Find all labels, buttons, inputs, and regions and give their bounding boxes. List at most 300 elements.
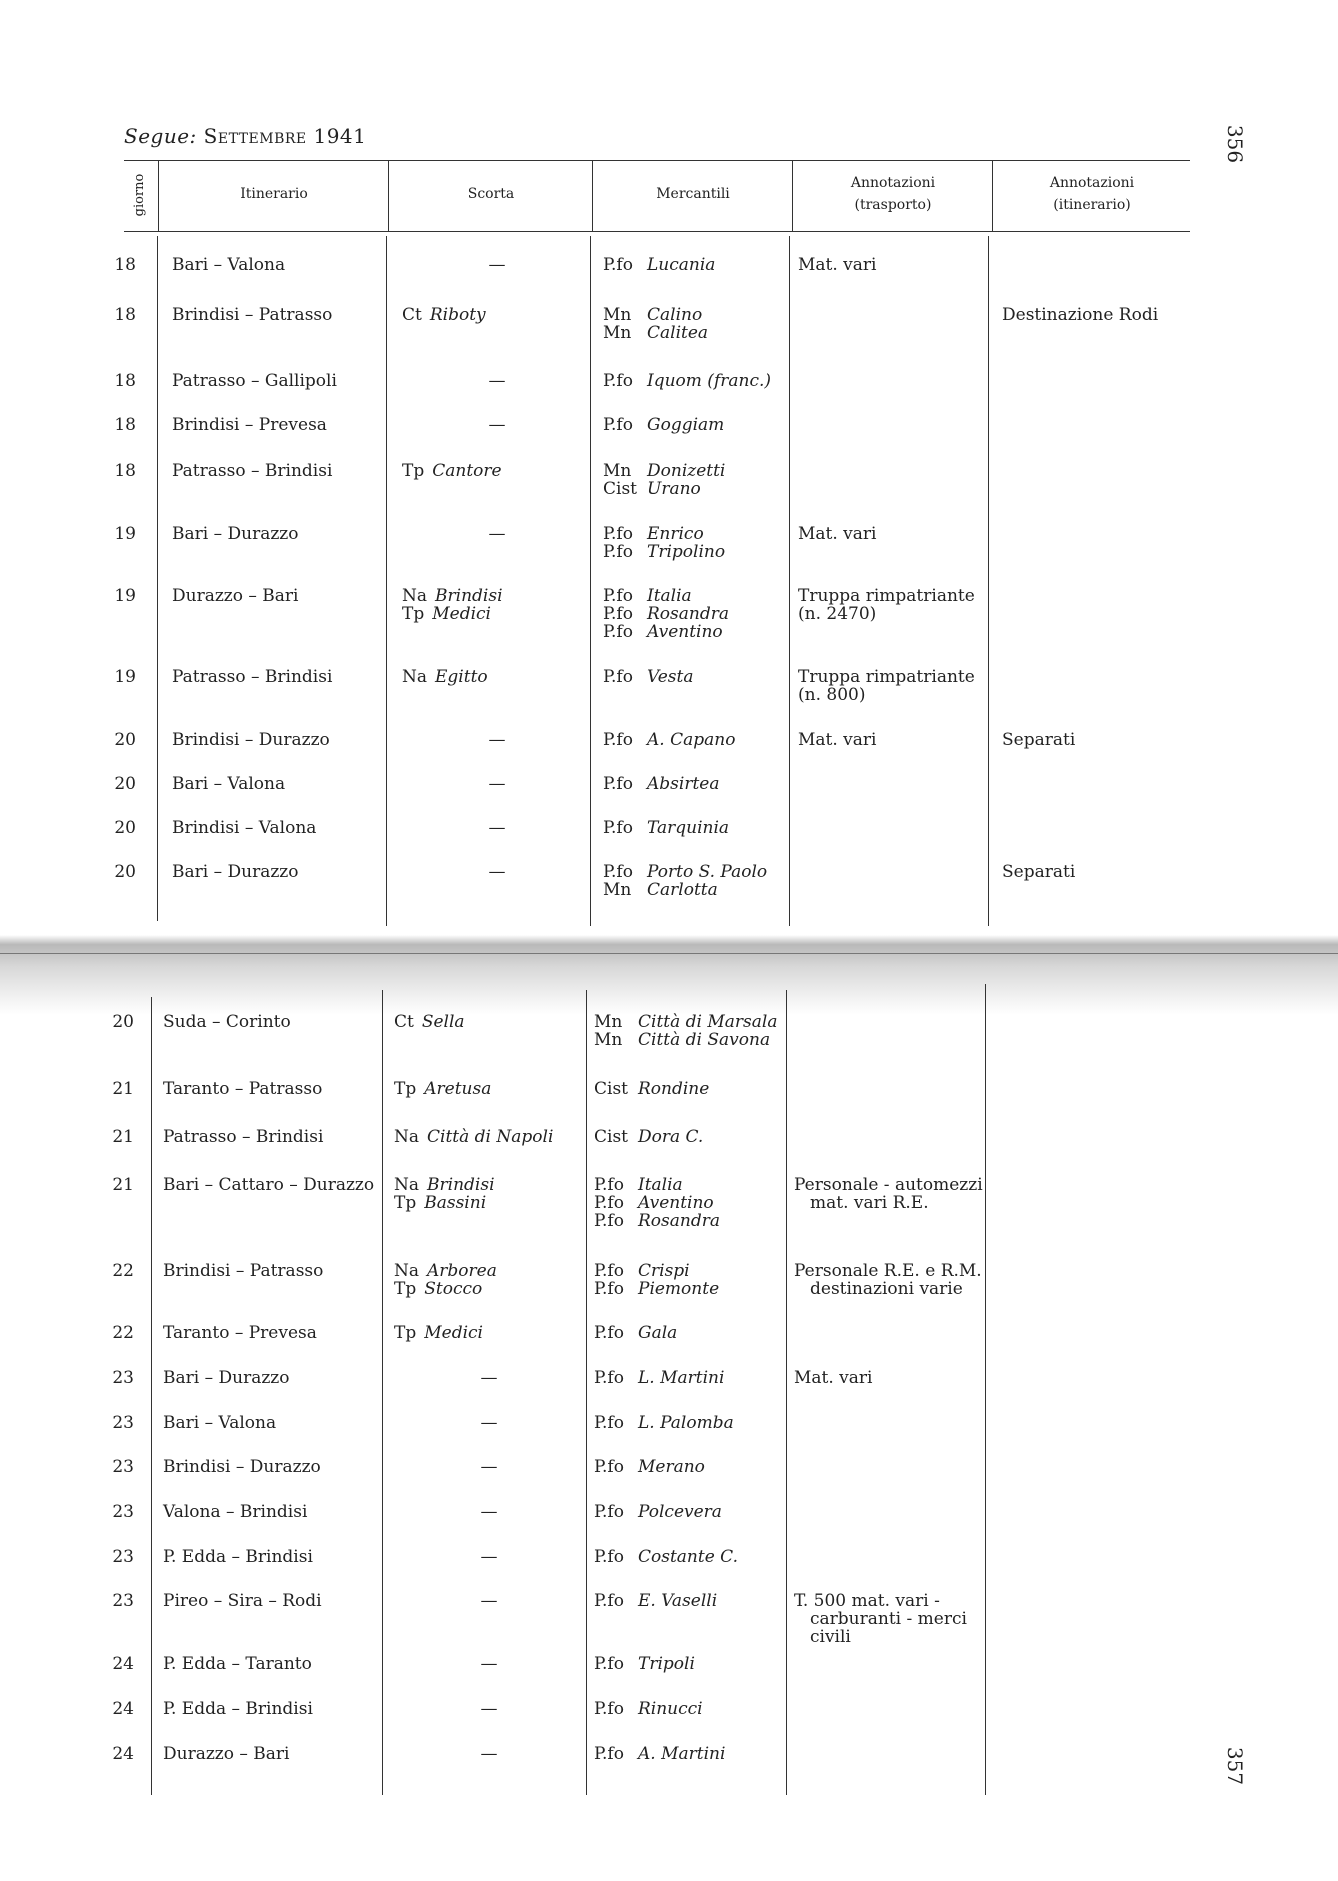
ship-name: Italia — [638, 1175, 683, 1195]
ship-name: Calino — [647, 305, 703, 325]
cell-escort — [478, 1700, 500, 1718]
cell-escort — [394, 1176, 495, 1212]
escort-type: Tp — [402, 604, 425, 624]
cell-merchant — [594, 1548, 738, 1566]
ship-type: P.fo — [603, 542, 633, 562]
ship-type: P.fo — [594, 1591, 624, 1611]
cell-merchant — [594, 1176, 720, 1230]
page-number-bottom: 357 — [1223, 1746, 1248, 1786]
cell-day: 23 — [112, 1457, 134, 1477]
cell-notes-itinerary — [1002, 306, 1158, 324]
escort-name: Stocco — [424, 1279, 483, 1299]
cell-day: 19 — [114, 586, 136, 606]
no-escort-dash: — — [480, 1591, 498, 1611]
cell-day: 23 — [112, 1547, 134, 1567]
no-escort-dash: — — [480, 1547, 498, 1567]
no-escort-dash: — — [480, 1457, 498, 1477]
cell-itinerary: Durazzo – Bari — [163, 1744, 290, 1764]
col-header-day: giorno — [132, 173, 147, 217]
heading-month: Settembre — [203, 124, 307, 148]
column-divider — [988, 236, 989, 926]
cell-day: 19 — [114, 667, 136, 687]
merchant-line — [603, 623, 729, 641]
merchant-line — [603, 605, 729, 623]
ship-name: Tarquinia — [647, 818, 730, 838]
cell-merchant — [594, 1414, 734, 1432]
merchant-line — [603, 819, 729, 837]
merchant-line — [594, 1414, 734, 1432]
cell-escort — [486, 863, 508, 881]
escort-line — [402, 462, 502, 480]
ship-type: P.fo — [603, 604, 633, 624]
ship-type: P.fo — [603, 415, 633, 435]
ship-name: Goggiam — [647, 415, 725, 435]
cell-merchant — [594, 1013, 777, 1049]
escort-line — [402, 605, 503, 623]
merchant-line — [603, 881, 767, 899]
cell-day: 23 — [112, 1502, 134, 1522]
ship-type: P.fo — [594, 1261, 624, 1281]
notes-transport-line: Truppa rimpatriante — [798, 586, 975, 606]
merchant-line — [594, 1548, 738, 1566]
ship-type: P.fo — [603, 774, 633, 794]
ship-name: Rinucci — [638, 1699, 703, 1719]
cell-day: 18 — [114, 305, 136, 325]
cell-merchant — [594, 1128, 703, 1146]
merchant-line — [603, 306, 708, 324]
cell-notes-transport — [794, 1176, 983, 1212]
cell-itinerary: P. Edda – Taranto — [163, 1654, 312, 1674]
ship-type: Cist — [594, 1079, 628, 1099]
page-fold-line — [0, 953, 1338, 954]
ship-name: Carlotta — [647, 880, 718, 900]
ship-name: Dora C. — [638, 1127, 704, 1147]
cell-escort — [486, 775, 508, 793]
cell-escort — [486, 372, 508, 390]
cell-day: 21 — [112, 1127, 134, 1147]
escort-line — [394, 1262, 497, 1280]
cell-day: 23 — [112, 1368, 134, 1388]
merchant-line — [594, 1013, 777, 1031]
cell-itinerary: Brindisi – Durazzo — [172, 730, 330, 750]
notes-itinerary-line: Destinazione Rodi — [1002, 305, 1159, 325]
escort-name: Città di Napoli — [427, 1127, 554, 1147]
notes-transport-line: carburanti - merci — [810, 1609, 967, 1629]
escort-line — [394, 1194, 495, 1212]
ship-type: Mn — [594, 1030, 623, 1050]
escort-name: Arborea — [427, 1261, 497, 1281]
col-header-merchant: Mercantili — [656, 186, 730, 202]
merchant-line — [594, 1324, 677, 1342]
header-divider — [992, 160, 993, 231]
ship-type: P.fo — [594, 1654, 624, 1674]
notes-transport-line: (n. 800) — [798, 685, 866, 705]
merchant-line — [603, 324, 708, 342]
ship-name: Urano — [647, 479, 701, 499]
ship-type: P.fo — [603, 862, 633, 882]
ship-name: Rondine — [638, 1079, 710, 1099]
cell-itinerary: Durazzo – Bari — [172, 586, 299, 606]
cell-day: 24 — [112, 1654, 134, 1674]
ship-name: Polcevera — [638, 1502, 722, 1522]
escort-type: Tp — [402, 461, 425, 481]
ship-type: Mn — [603, 880, 632, 900]
cell-day: 20 — [114, 862, 136, 882]
cell-escort — [486, 416, 508, 434]
page-heading — [124, 124, 366, 148]
escort-line — [394, 1176, 495, 1194]
notes-itinerary-line: Separati — [1002, 862, 1076, 882]
cell-notes-itinerary — [1002, 863, 1075, 881]
cell-day: 20 — [114, 730, 136, 750]
cell-escort — [478, 1548, 500, 1566]
cell-itinerary: P. Edda – Brindisi — [163, 1699, 313, 1719]
ship-name: Tripolino — [647, 542, 726, 562]
ship-type: P.fo — [603, 622, 633, 642]
merchant-line — [603, 462, 725, 480]
cell-itinerary: P. Edda – Brindisi — [163, 1547, 313, 1567]
col-header-notes-transport — [794, 172, 992, 216]
ship-type: Mn — [603, 305, 632, 325]
no-escort-dash: — — [488, 730, 506, 750]
no-escort-dash: — — [488, 818, 506, 838]
cell-day: 20 — [114, 774, 136, 794]
escort-line — [394, 1280, 497, 1298]
cell-day: 21 — [112, 1175, 134, 1195]
cell-merchant — [594, 1324, 677, 1342]
cell-notes-transport — [794, 1369, 872, 1387]
ship-name: Città di Marsala — [638, 1012, 778, 1032]
escort-type: Tp — [394, 1323, 417, 1343]
ship-name: Crispi — [638, 1261, 690, 1281]
ship-type: P.fo — [594, 1547, 624, 1567]
cell-escort — [402, 462, 502, 480]
cell-itinerary: Brindisi – Patrasso — [172, 305, 333, 325]
cell-itinerary: Brindisi – Patrasso — [163, 1261, 324, 1281]
escort-name: Aretusa — [424, 1079, 492, 1099]
merchant-line — [594, 1194, 720, 1212]
merchant-line — [594, 1369, 724, 1387]
cell-merchant — [603, 256, 715, 274]
cell-itinerary: Bari – Durazzo — [172, 524, 299, 544]
ship-type: P.fo — [603, 586, 633, 606]
no-escort-dash: — — [480, 1413, 498, 1433]
notes-transport-line: destinazioni varie — [810, 1279, 963, 1299]
notes-transport-line: Mat. vari — [798, 524, 877, 544]
escort-name: Brindisi — [435, 586, 503, 606]
cell-day: 18 — [114, 255, 136, 275]
notes-itinerary-line: Separati — [1002, 730, 1076, 750]
ship-type: P.fo — [603, 371, 633, 391]
col-header-notes-itinerary-1: Annotazioni — [1049, 175, 1135, 191]
merchant-line — [603, 480, 725, 498]
notes-transport-line: T. 500 mat. vari - — [794, 1591, 940, 1611]
cell-merchant — [603, 587, 729, 641]
no-escort-dash: — — [488, 774, 506, 794]
notes-transport-line: (n. 2470) — [798, 604, 877, 624]
no-escort-dash: — — [488, 862, 506, 882]
cell-itinerary: Patrasso – Brindisi — [172, 667, 333, 687]
cell-day: 22 — [112, 1261, 134, 1281]
ship-name: L. Martini — [638, 1368, 725, 1388]
cell-escort — [478, 1655, 500, 1673]
column-divider — [586, 990, 587, 1795]
escort-type: Na — [402, 586, 428, 606]
cell-day: 19 — [114, 524, 136, 544]
cell-escort — [394, 1080, 491, 1098]
ship-name: Enrico — [647, 524, 704, 544]
header-divider — [158, 160, 159, 231]
merchant-line — [594, 1745, 725, 1763]
cell-day: 23 — [112, 1413, 134, 1433]
escort-name: Brindisi — [427, 1175, 495, 1195]
cell-day: 23 — [112, 1591, 134, 1611]
cell-day: 24 — [112, 1744, 134, 1764]
ship-type: P.fo — [594, 1368, 624, 1388]
escort-type: Na — [402, 667, 428, 687]
cell-day: 21 — [112, 1079, 134, 1099]
cell-itinerary: Pireo – Sira – Rodi — [163, 1591, 322, 1611]
escort-type: Tp — [394, 1079, 417, 1099]
no-escort-dash: — — [480, 1368, 498, 1388]
cell-merchant — [603, 416, 724, 434]
ship-type: P.fo — [594, 1744, 624, 1764]
ship-name: Aventino — [638, 1193, 714, 1213]
notes-transport-line: Mat. vari — [798, 255, 877, 275]
cell-notes-transport — [798, 525, 876, 543]
cell-itinerary: Valona – Brindisi — [163, 1502, 308, 1522]
ship-type: P.fo — [603, 524, 633, 544]
cell-escort — [478, 1592, 500, 1610]
notes-transport-line: Personale R.E. e R.M. — [794, 1261, 982, 1281]
no-escort-dash: — — [480, 1744, 498, 1764]
cell-day: 20 — [112, 1012, 134, 1032]
escort-line — [394, 1324, 483, 1342]
ship-name: A. Capano — [647, 730, 736, 750]
notes-transport-line: civili — [810, 1627, 851, 1647]
header-divider — [388, 160, 389, 231]
merchant-line — [603, 863, 767, 881]
cell-itinerary: Bari – Cattaro – Durazzo — [163, 1175, 375, 1195]
escort-line — [394, 1013, 465, 1031]
cell-merchant — [594, 1458, 705, 1476]
ship-type: P.fo — [603, 730, 633, 750]
merchant-line — [603, 416, 724, 434]
cell-merchant — [603, 731, 735, 749]
merchant-line — [603, 731, 735, 749]
cell-notes-transport — [794, 1592, 967, 1646]
ship-type: Mn — [603, 323, 632, 343]
cell-itinerary: Brindisi – Prevesa — [172, 415, 327, 435]
cell-notes-transport — [798, 587, 975, 623]
cell-notes-transport — [798, 256, 876, 274]
merchant-line — [603, 525, 725, 543]
cell-merchant — [594, 1369, 724, 1387]
escort-name: Sella — [421, 1012, 465, 1032]
cell-merchant — [603, 525, 725, 561]
cell-merchant — [603, 863, 767, 899]
ship-type: P.fo — [594, 1413, 624, 1433]
ship-type: P.fo — [594, 1502, 624, 1522]
column-divider — [590, 236, 591, 926]
no-escort-dash: — — [488, 524, 506, 544]
ship-name: Città di Savona — [638, 1030, 771, 1050]
escort-name: Medici — [432, 604, 491, 624]
ship-type: Cist — [603, 479, 637, 499]
cell-merchant — [603, 819, 729, 837]
cell-merchant — [594, 1700, 703, 1718]
cell-merchant — [594, 1592, 717, 1610]
cell-merchant — [603, 668, 693, 686]
escort-type: Tp — [394, 1279, 417, 1299]
cell-escort — [402, 668, 488, 686]
cell-escort — [486, 819, 508, 837]
col-header-notes-itinerary-2: (itinerario) — [1053, 197, 1131, 213]
merchant-line — [594, 1592, 717, 1610]
merchant-line — [603, 372, 771, 390]
ship-name: Iquom (franc.) — [647, 371, 771, 391]
col-header-notes-transport-1: Annotazioni — [850, 175, 936, 191]
cell-escort — [478, 1369, 500, 1387]
merchant-line — [603, 256, 715, 274]
notes-transport-line: Truppa rimpatriante — [798, 667, 975, 687]
cell-itinerary: Patrasso – Brindisi — [163, 1127, 324, 1147]
ship-type: P.fo — [594, 1175, 624, 1195]
ship-name: Costante C. — [638, 1547, 738, 1567]
escort-line — [394, 1128, 553, 1146]
cell-notes-itinerary — [1002, 731, 1075, 749]
cell-itinerary: Patrasso – Brindisi — [172, 461, 333, 481]
no-escort-dash: — — [480, 1699, 498, 1719]
merchant-line — [603, 543, 725, 561]
ship-type: Mn — [603, 461, 632, 481]
escort-type: Na — [394, 1261, 420, 1281]
merchant-line — [594, 1080, 709, 1098]
cell-itinerary: Suda – Corinto — [163, 1012, 291, 1032]
col-header-notes-transport-2: (trasporto) — [854, 197, 932, 213]
ship-type: P.fo — [603, 667, 633, 687]
cell-escort — [486, 525, 508, 543]
escort-name: Medici — [424, 1323, 483, 1343]
merchant-line — [594, 1128, 703, 1146]
cell-itinerary: Taranto – Patrasso — [163, 1079, 323, 1099]
cell-day: 18 — [114, 461, 136, 481]
cell-itinerary: Brindisi – Durazzo — [163, 1457, 321, 1477]
ship-name: Vesta — [647, 667, 694, 687]
escort-name: Egitto — [435, 667, 488, 687]
heading-year: 1941 — [313, 124, 367, 148]
ship-name: Tripoli — [638, 1654, 695, 1674]
merchant-line — [594, 1176, 720, 1194]
column-divider — [789, 236, 790, 926]
merchant-line — [603, 775, 719, 793]
column-divider — [157, 236, 158, 921]
column-divider — [386, 236, 387, 926]
cell-escort — [478, 1745, 500, 1763]
ship-name: Calitea — [647, 323, 709, 343]
notes-transport-line: Personale - automezzi — [794, 1175, 983, 1195]
cell-merchant — [594, 1080, 709, 1098]
ship-type: P.fo — [594, 1699, 624, 1719]
no-escort-dash: — — [488, 415, 506, 435]
ship-type: Cist — [594, 1127, 628, 1147]
cell-notes-transport — [798, 668, 975, 704]
cell-merchant — [603, 372, 771, 390]
escort-type: Na — [394, 1175, 420, 1195]
cell-escort — [394, 1262, 497, 1298]
escort-type: Ct — [402, 305, 422, 325]
escort-line — [402, 306, 486, 324]
cell-merchant — [603, 775, 719, 793]
no-escort-dash: — — [480, 1502, 498, 1522]
merchant-line — [594, 1503, 722, 1521]
cell-itinerary: Patrasso – Gallipoli — [172, 371, 337, 391]
ship-name: Porto S. Paolo — [647, 862, 768, 882]
escort-type: Tp — [394, 1193, 417, 1213]
ship-type: P.fo — [603, 255, 633, 275]
ship-name: Merano — [638, 1457, 705, 1477]
merchant-line — [603, 587, 729, 605]
cell-escort — [394, 1128, 553, 1146]
merchant-line — [594, 1458, 705, 1476]
escort-name: Bassini — [424, 1193, 487, 1213]
escort-line — [394, 1080, 491, 1098]
merchant-line — [594, 1262, 719, 1280]
cell-merchant — [594, 1745, 725, 1763]
cell-merchant — [594, 1262, 719, 1298]
escort-name: Cantore — [432, 461, 502, 481]
column-divider — [786, 990, 787, 1795]
cell-escort — [402, 587, 503, 623]
ship-name: Aventino — [647, 622, 723, 642]
ship-name: Piemonte — [638, 1279, 720, 1299]
cell-escort — [478, 1503, 500, 1521]
ship-name: E. Vaselli — [638, 1591, 718, 1611]
ship-name: Lucania — [647, 255, 716, 275]
merchant-line — [594, 1280, 719, 1298]
notes-transport-line: mat. vari R.E. — [810, 1193, 929, 1213]
cell-escort — [486, 731, 508, 749]
cell-day: 18 — [114, 371, 136, 391]
cell-escort — [394, 1324, 483, 1342]
header-divider — [792, 160, 793, 231]
page-fold-shadow — [0, 935, 1338, 1015]
ship-name: Absirtea — [647, 774, 720, 794]
no-escort-dash: — — [488, 371, 506, 391]
col-header-escort: Scorta — [467, 186, 515, 202]
escort-line — [402, 587, 503, 605]
header-divider — [592, 160, 593, 231]
ship-name: Italia — [647, 586, 692, 606]
heading-prefix: Segue: — [124, 124, 197, 148]
ship-name: Gala — [638, 1323, 678, 1343]
cell-notes-transport — [798, 731, 876, 749]
merchant-line — [603, 668, 693, 686]
cell-itinerary: Bari – Durazzo — [172, 862, 299, 882]
ship-type: P.fo — [594, 1323, 624, 1343]
column-divider — [985, 984, 986, 1795]
cell-itinerary: Bari – Valona — [163, 1413, 277, 1433]
cell-notes-transport — [794, 1262, 982, 1298]
notes-transport-line: Mat. vari — [798, 730, 877, 750]
cell-escort — [486, 256, 508, 274]
header-top-rule — [124, 160, 1190, 161]
cell-itinerary: Taranto – Prevesa — [163, 1323, 317, 1343]
col-header-notes-itinerary — [994, 172, 1190, 216]
column-divider — [151, 997, 152, 1795]
ship-name: Donizetti — [647, 461, 726, 481]
no-escort-dash: — — [480, 1654, 498, 1674]
